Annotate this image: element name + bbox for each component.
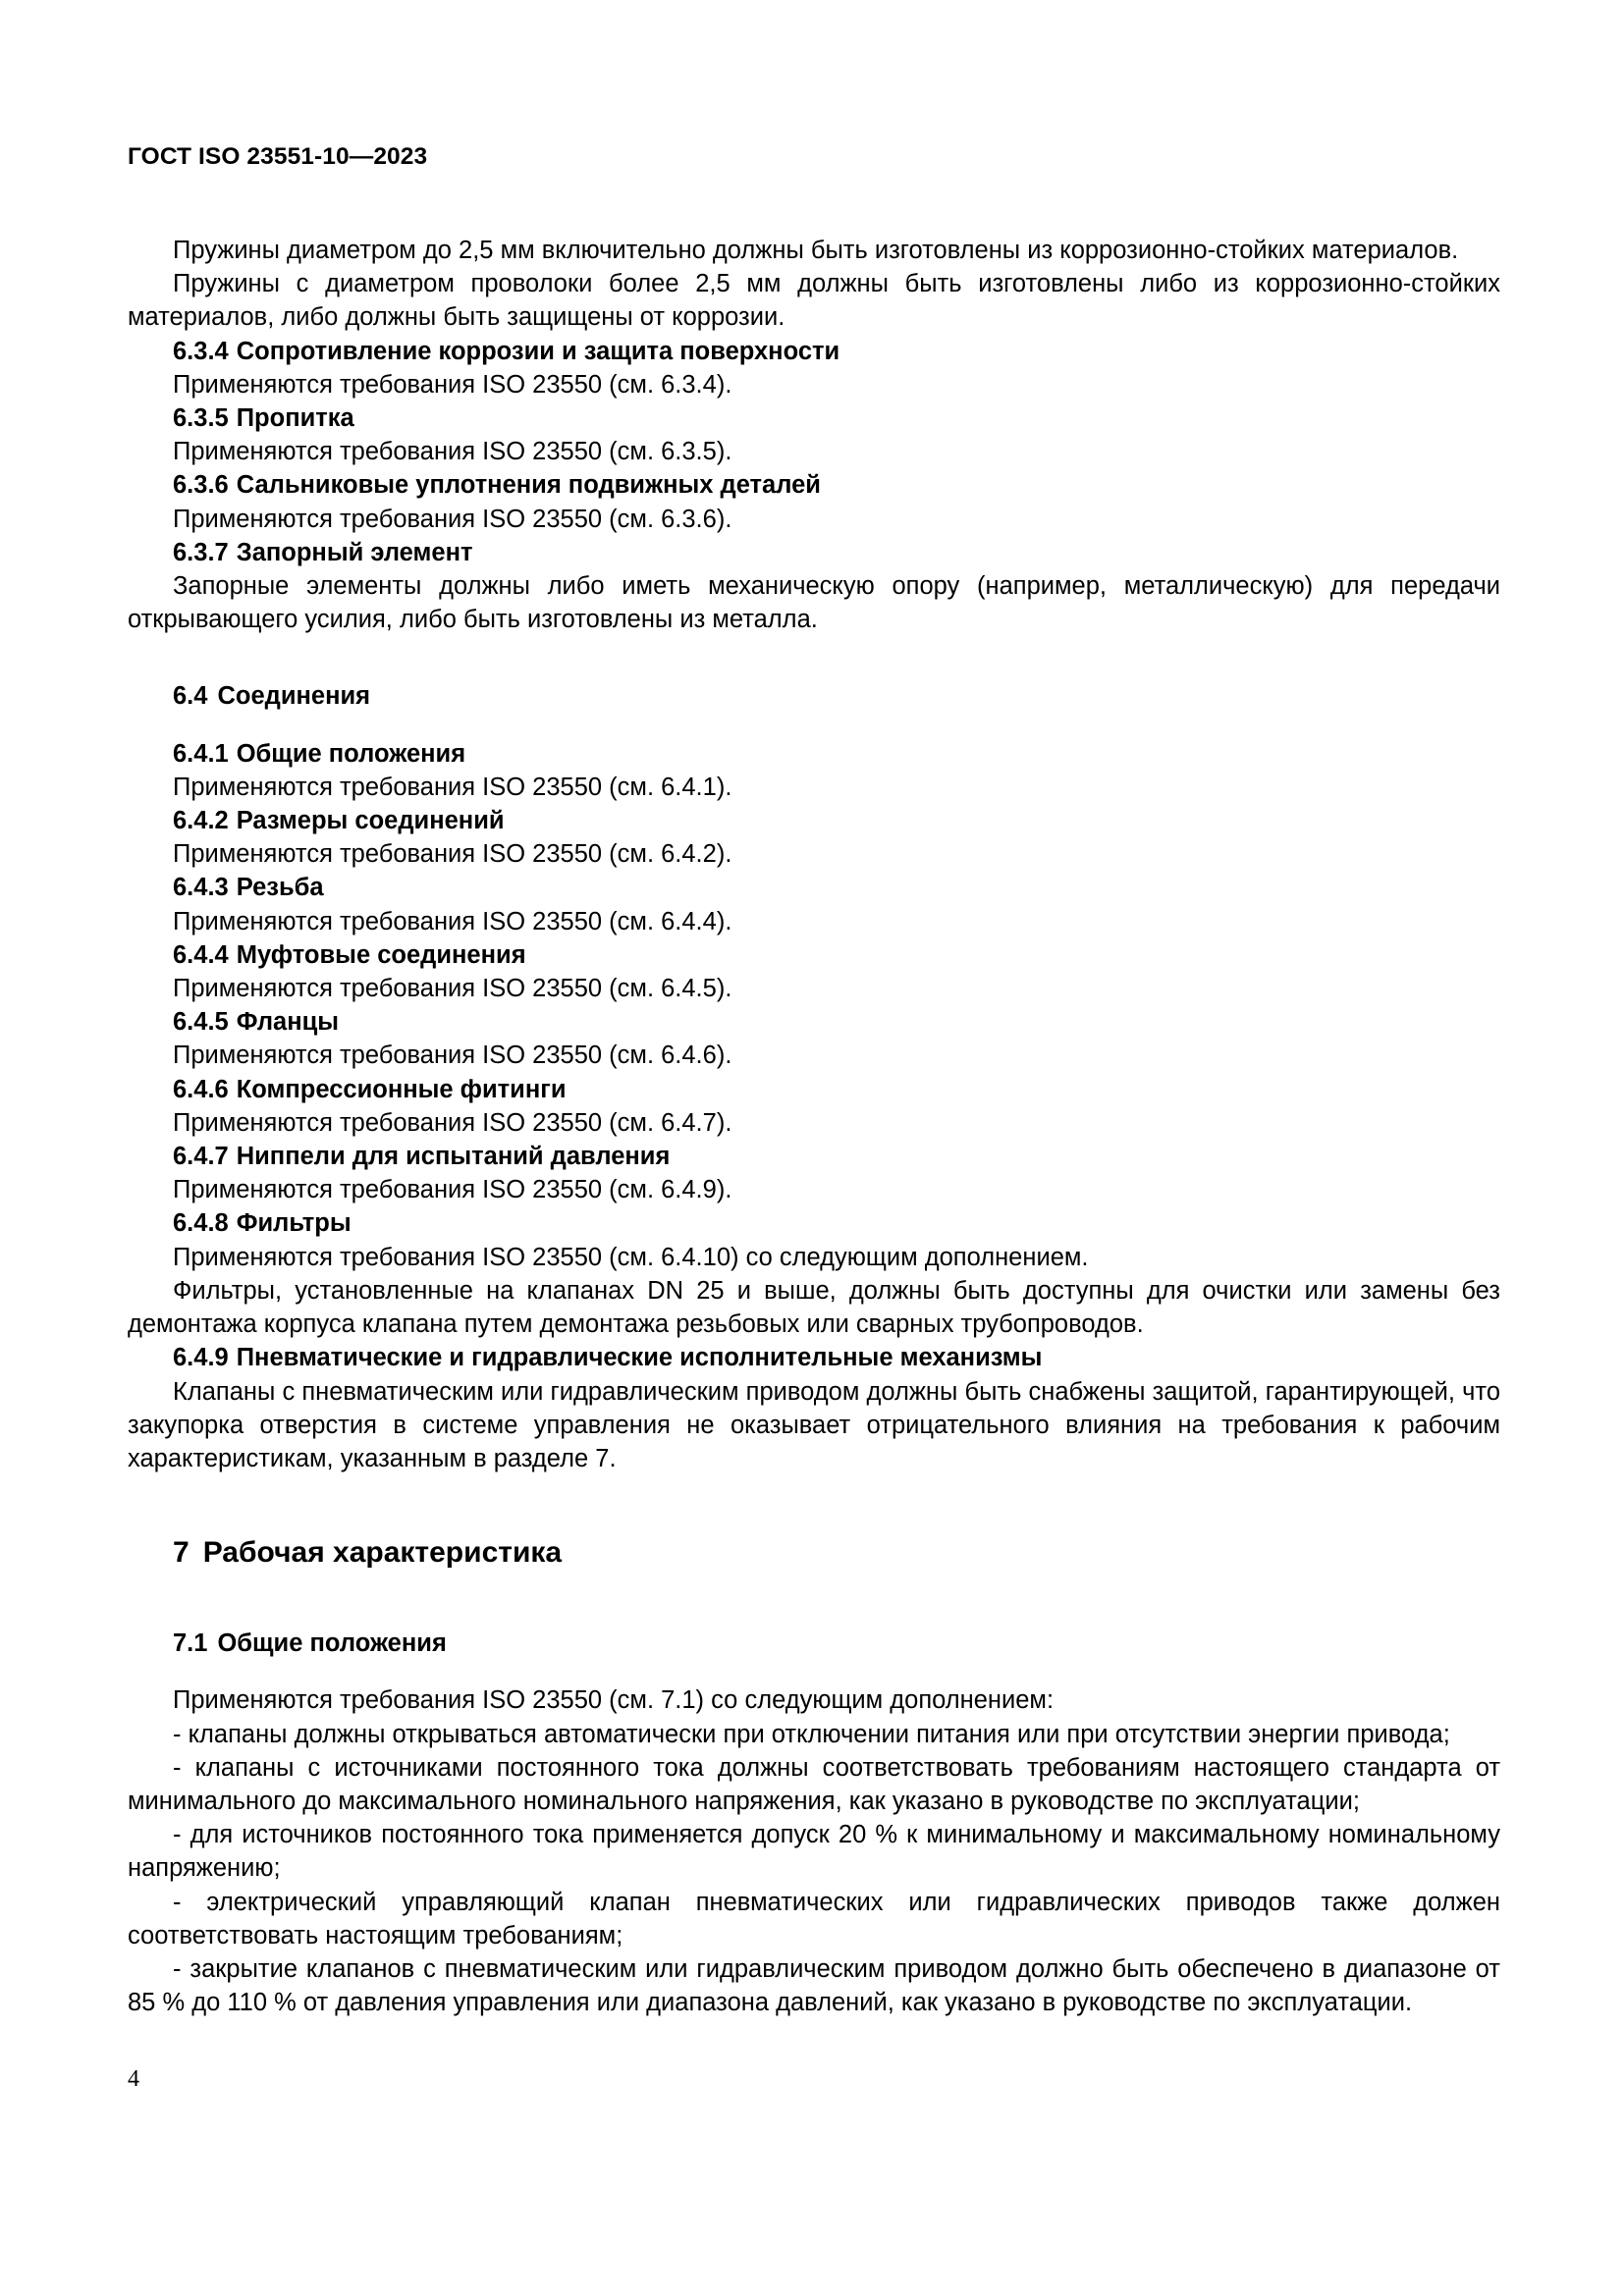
heading-6-4-1 xyxy=(128,737,1500,771)
paragraph-6-4-9: Клапаны с пневматическим или гидравлическим приводом должны быть снабжены защитой, гарантирующей, что закупорка отверстия в системе управления не оказывает отрицательного влияния на требования к рабочим характеристикам, указанным в разделе 7. xyxy=(128,1377,1500,1472)
paragraph-6-3-4: Применяются требования ISO 23550 (см. 6.3.4). xyxy=(173,370,732,399)
heading-6-3-6-number: 6.3.6 xyxy=(173,471,229,500)
paragraph-6-4-8-a: Применяются требования ISO 23550 (см. 6.4.10) со следующим дополнением. xyxy=(173,1243,1089,1271)
paragraph-6-3-5: Применяются требования ISO 23550 (см. 6.3.5). xyxy=(173,438,732,466)
spacer-after-6-4 xyxy=(128,714,1500,737)
heading-6-4-9-title: Пневматические и гидравлические исполнительные механизмы xyxy=(236,1344,1043,1372)
heading-6-4-5-title: Фланцы xyxy=(236,1008,340,1037)
paragraph-6-4-6: Применяются требования ISO 23550 (см. 6.4.7). xyxy=(173,1108,732,1137)
heading-6-3-5-number: 6.3.5 xyxy=(173,404,229,433)
paragraph-6-4-2: Применяются требования ISO 23550 (см. 6.4.2). xyxy=(173,840,732,869)
heading-6-3-4 xyxy=(128,335,1500,368)
paragraph-6-4-7: Применяются требования ISO 23550 (см. 6.4.9). xyxy=(173,1176,732,1204)
paragraph-springs-1: Пружины диаметром до 2,5 мм включительно должны быть изготовлены из коррозионно-стойких материалов. xyxy=(173,237,1459,264)
heading-6-4-1-number: 6.4.1 xyxy=(173,739,229,768)
heading-6-4-3-title: Резьба xyxy=(236,874,324,902)
heading-section-7-title: Рабочая характеристика xyxy=(202,1536,563,1570)
heading-section-7 xyxy=(128,1534,1500,1572)
list-item-7-1-1: - клапаны должны открываться автоматически при отключении питания или при отсутствии энергии привода; xyxy=(173,1720,1450,1748)
list-item-7-1-2: - клапаны с источниками постоянного тока должны соответствовать требованиям настоящего стандарта от минимального до максимального номинального напряжения, как указано в руководстве по эксплуатации; xyxy=(128,1753,1500,1815)
heading-6-4-6 xyxy=(128,1073,1500,1106)
list-item-7-1-4: - электрический управляющий клапан пневматических или гидравлических приводов также должен соответствовать настоящим требованиям; xyxy=(128,1888,1500,1949)
heading-6-3-6 xyxy=(128,468,1500,502)
heading-6-3-6-title: Сальниковые уплотнения подвижных деталей xyxy=(236,471,821,500)
heading-6-3-7-number: 6.3.7 xyxy=(173,538,229,566)
heading-6-4-6-title: Компрессионные фитинги xyxy=(236,1075,567,1103)
heading-7-1 xyxy=(128,1627,1500,1660)
heading-6-4-9-number: 6.4.9 xyxy=(173,1344,229,1372)
heading-6-4-2-title: Размеры соединений xyxy=(236,807,505,835)
heading-6-4-8 xyxy=(128,1206,1500,1240)
heading-6-4-6-number: 6.4.6 xyxy=(173,1075,229,1103)
heading-6-4-8-title: Фильтры xyxy=(236,1209,352,1238)
paragraph-6-4-3: Применяются требования ISO 23550 (см. 6.4.4). xyxy=(173,907,732,935)
document-body xyxy=(128,234,1500,2019)
paragraph-springs-2: Пружины с диаметром проволоки более 2,5 мм должны быть изготовлены либо из коррозионно-стойких материалов, либо должны быть защищены от коррозии. xyxy=(128,270,1500,332)
list-item-7-1-5: - закрытие клапанов с пневматическим или гидравлическим приводом должно быть обеспечено в диапазоне от 85 % до 110 % от давления управления или диапазона давлений, как указано в руководстве по эксплуатации. xyxy=(128,1954,1500,2017)
paragraph-6-4-5: Применяются требования ISO 23550 (см. 6.4.6). xyxy=(173,1041,732,1070)
heading-6-4-2 xyxy=(128,804,1500,837)
paragraph-6-3-7: Запорные элементы должны либо иметь механическую опору (например, металлическую) для передачи открывающего усилия, либо быть изготовлены из металла. xyxy=(128,572,1500,634)
heading-7-1-title: Общие положения xyxy=(217,1629,447,1658)
heading-6-4 xyxy=(128,679,1500,713)
paragraph-6-4-8-b: Фильтры, установленные на клапанах DN 25 и выше, должны быть доступны для очистки или замены без демонтажа корпуса клапана путем демонтажа резьбовых или сварных трубопроводов. xyxy=(128,1276,1500,1339)
spacer-after-7-1 xyxy=(128,1660,1500,1683)
page-number: 4 xyxy=(128,2066,139,2092)
spacer-after-section-7 xyxy=(128,1572,1500,1627)
heading-6-4-2-number: 6.4.2 xyxy=(173,807,229,835)
list-item-7-1-3: - для источников постоянного тока применяется допуск 20 % к минимальному и максимальному номинальному напряжению; xyxy=(128,1821,1500,1883)
heading-6-3-4-title: Сопротивление коррозии и защита поверхности xyxy=(236,337,840,365)
paragraph-6-4-4: Применяются требования ISO 23550 (см. 6.4.5). xyxy=(173,975,732,1003)
heading-6-3-7 xyxy=(128,536,1500,569)
heading-7-1-number: 7.1 xyxy=(173,1629,208,1658)
spacer-before-6-4 xyxy=(128,636,1500,679)
heading-6-3-7-title: Запорный элемент xyxy=(236,538,473,566)
heading-6-4-3 xyxy=(128,871,1500,904)
heading-6-4-9 xyxy=(128,1341,1500,1374)
heading-6-3-5-title: Пропитка xyxy=(236,404,354,433)
heading-6-4-7-title: Ниппели для испытаний давления xyxy=(236,1143,671,1171)
heading-section-7-number: 7 xyxy=(173,1536,189,1570)
heading-6-4-4-title: Муфтовые соединения xyxy=(236,940,526,969)
paragraph-7-1-intro: Применяются требования ISO 23550 (см. 7.1) со следующим дополнением: xyxy=(173,1686,1055,1715)
paragraph-6-4-1: Применяются требования ISO 23550 (см. 6.4.1). xyxy=(173,773,732,801)
spacer-before-section-7 xyxy=(128,1475,1500,1534)
heading-6-3-4-number: 6.3.4 xyxy=(173,337,229,365)
running-header: ГОСТ ISO 23551-10—2023 xyxy=(128,143,428,170)
heading-6-4-5-number: 6.4.5 xyxy=(173,1008,229,1037)
heading-6-4-4 xyxy=(128,938,1500,972)
heading-6-4-7-number: 6.4.7 xyxy=(173,1143,229,1171)
heading-6-4-number: 6.4 xyxy=(173,682,208,711)
paragraph-6-3-6: Применяются требования ISO 23550 (см. 6.3.6). xyxy=(173,505,732,533)
heading-6-4-1-title: Общие положения xyxy=(236,739,466,768)
heading-6-4-4-number: 6.4.4 xyxy=(173,940,229,969)
heading-6-4-5 xyxy=(128,1005,1500,1039)
heading-6-4-3-number: 6.4.3 xyxy=(173,874,229,902)
heading-6-4-7 xyxy=(128,1140,1500,1173)
heading-6-4-title: Соединения xyxy=(217,682,371,711)
heading-6-3-5 xyxy=(128,401,1500,435)
heading-6-4-8-number: 6.4.8 xyxy=(173,1209,229,1238)
